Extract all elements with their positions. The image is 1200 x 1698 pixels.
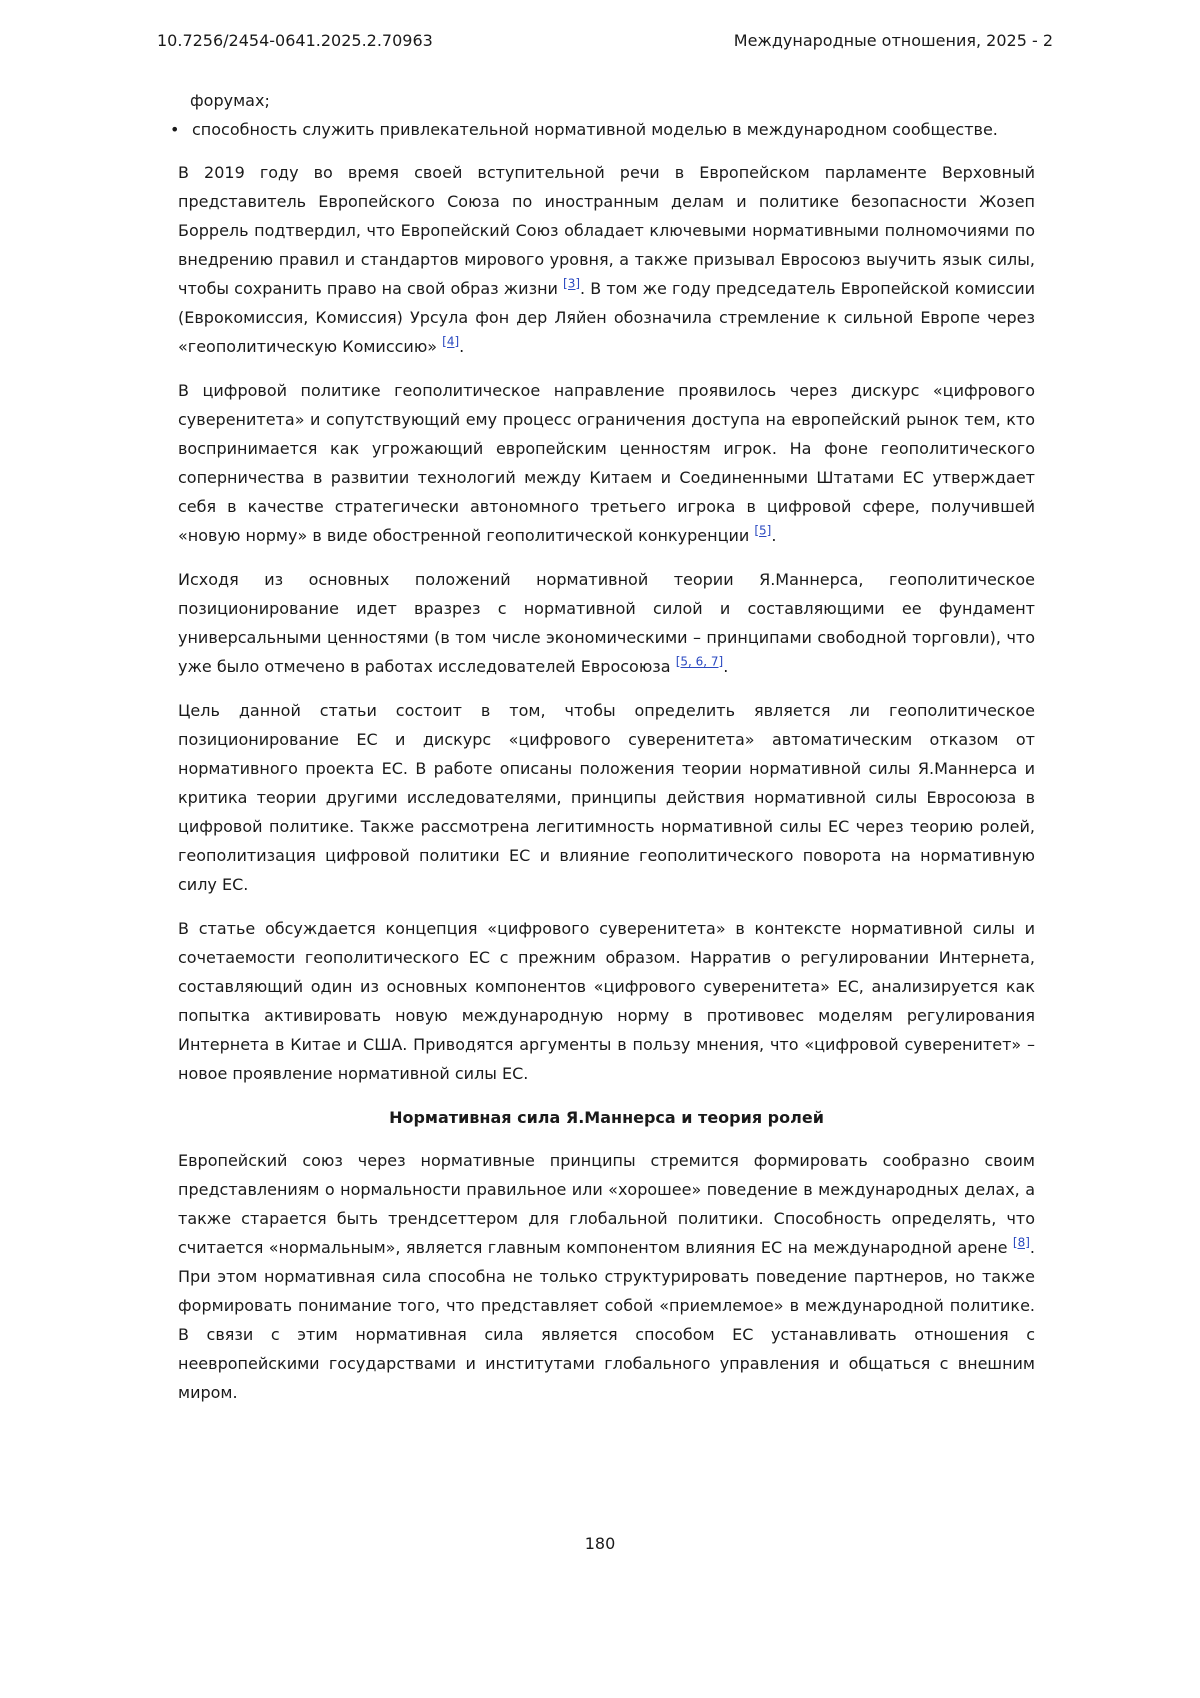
section-heading: Нормативная сила Я.Маннерса и теория ролей [389, 1108, 824, 1127]
list-item-text: способность служить привлекательной нормативной моделью в международном сообществе. [192, 120, 998, 139]
bullet-icon: • [170, 120, 180, 139]
paragraph-manners-theory: Исходя из основных положений нормативной теории Я.Маннерса, геополитическое позиционирование идет вразрез с нормативной силой и составляющими ее фундамент универсальными ценностями (в том числе экономическими – принципами свободной торговли), что уже было отмечено в работах исследователей Евросоюза [5, 6, 7]. [178, 570, 1035, 676]
citation-link[interactable]: [3] [563, 276, 581, 291]
page-content [0, 52, 1200, 1407]
paragraph-eu-normative-principles: Европейский союз через нормативные принципы стремится формировать сообразно своим представлениям о нормальности правильное или «хорошее» поведение в международных делах, а также старается быть трендсеттером для глобальной политики. Способность определять, что считается «нормальным», является главным компонентом влияния ЕС на международной арене [8]. При этом нормативная сила способна не только структурировать поведение партнеров, но также формировать понимание того, что представляет собой «приемлемое» в международной политике. В связи с этим нормативная сила является способом ЕС устанавливать отношения с неевропейскими государствами и институтами глобального управления и общаться с внешним миром. [178, 1151, 1035, 1402]
citation-link[interactable]: [4] [442, 334, 460, 349]
citation-link[interactable]: [5] [754, 523, 772, 538]
page-number: 180 [584, 1534, 616, 1553]
journal-title: Международные отношения, 2025 - 2 [733, 31, 1053, 50]
doi: 10.7256/2454-0641.2025.2.70963 [157, 31, 433, 50]
paragraph-digital-policy: В цифровой политике геополитическое направление проявилось через дискурс «цифрового суверенитета» и сопутствующий ему процесс ограничения доступа на европейский рынок тем, кто воспринимается как угрожающий европейским ценностям игрок. На фоне геополитического соперничества в развитии технологий между Китаем и Соединенными Штатами ЕС утверждает себя в качестве стратегически автономного третьего игрока в цифровой сфере, получившей «новую норму» в виде обостренной геополитической конкуренции [5]. [178, 381, 1035, 545]
citation-link[interactable]: [8] [1012, 1235, 1030, 1250]
paragraph-article-goal: Цель данной статьи состоит в том, чтобы определить является ли геополитическое позиционирование ЕС и дискурс «цифрового суверенитета» автоматическим отказом от нормативного проекта ЕС. В работе описаны положения теории нормативной силы Я.Маннерса и критика теории другими исследователями, принципы действия нормативной силы Евросоюза в цифровой политике. Также рассмотрена легитимность нормативной силы ЕС через теорию ролей, геополитизация цифровой политики ЕС и влияние геополитического поворота на нормативную силу ЕС. [178, 701, 1035, 894]
citation-link[interactable]: [5, 6, 7] [675, 654, 724, 669]
list-item [170, 115, 1035, 144]
paragraph-article-discussion: В статье обсуждается концепция «цифрового суверенитета» в контексте нормативной силы и сочетаемости геополитического ЕС с прежним образом. Нарратив о регулировании Интернета, составляющий один из основных компонентов «цифрового суверенитета» ЕС, анализируется как попытка активировать новую международную норму в противовес моделям регулирования Интернета в Китае и США. Приводятся аргументы в пользу мнения, что «цифровой суверенитет» – новое проявление нормативной силы ЕС. [178, 919, 1035, 1083]
list-item-continuation: форумах; [190, 91, 270, 110]
page-header [0, 0, 1200, 52]
paragraph-intro-2019: В 2019 году во время своей вступительной речи в Европейском парламенте Верховный представитель Европейского Союза по иностранным делам и политике безопасности Жозеп Боррель подтвердил, что Европейский Союз обладает ключевыми нормативными полномочиями по внедрению правил и стандартов мирового уровня, а также призывал Евросоюз выучить язык силы, чтобы сохранить право на свой образ жизни [3]. В том же году председатель Европейской комиссии (Еврокомиссия, Комиссия) Урсула фон дер Ляйен обозначила стремление к сильной Европе через «геополитическую Комиссию» [4]. [178, 163, 1036, 356]
